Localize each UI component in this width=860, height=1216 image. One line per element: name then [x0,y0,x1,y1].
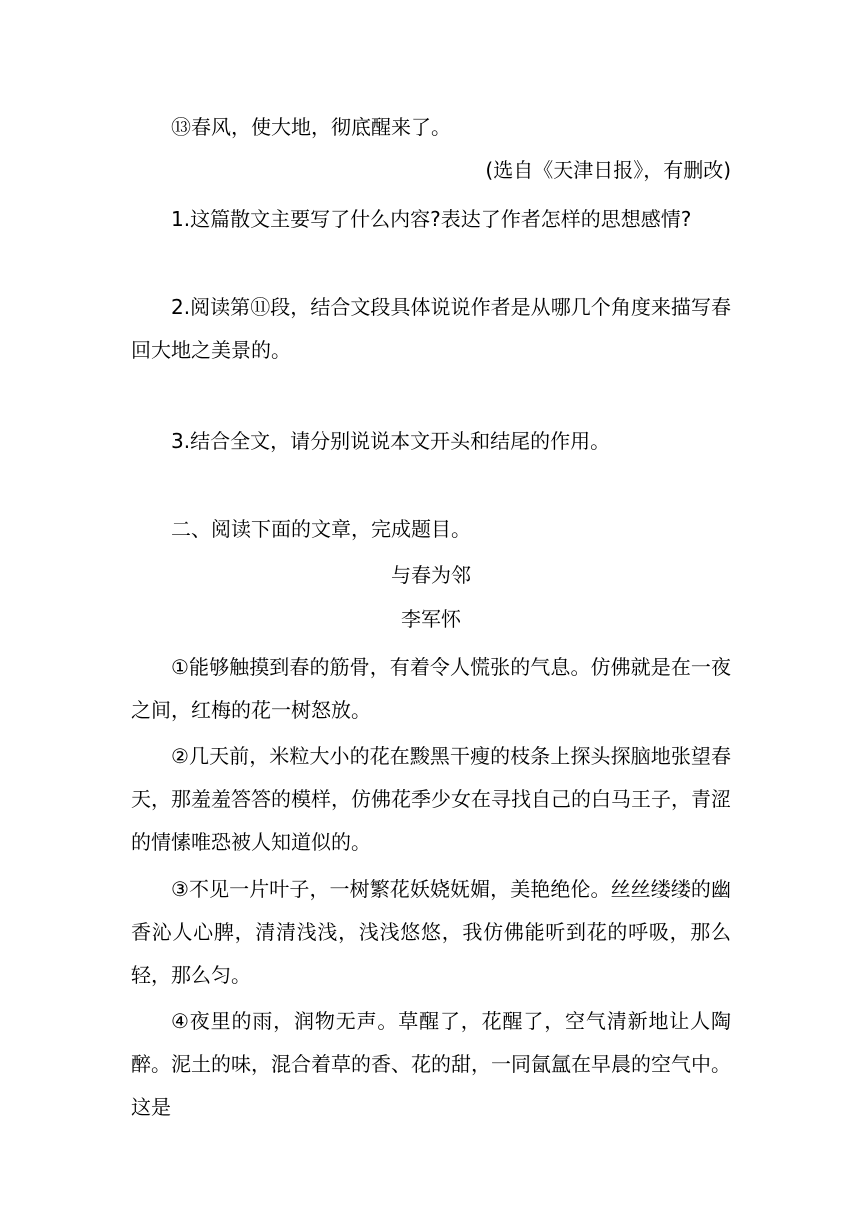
article-author: 李军怀 [401,607,461,631]
article-paragraph-2: ②几天前，米粒大小的花在黢黑干瘦的枝条上探头探脑地张望春天，那羞羞答答的模样，仿佛花季少女在寻找自己的白马王子，青涩的情愫唯恐被人知道似的。 [131,744,731,854]
article-paragraph-1: ①能够触摸到春的筋骨，有着令人慌张的气息。仿佛就是在一夜之间，红梅的花一树怒放。 [131,655,731,722]
section-heading: 二、阅读下面的文章，完成题目。 [171,517,471,541]
source-note: (选自《天津日报》，有删改) [485,158,731,182]
paragraph-13: ⑬春风，使大地，彻底醒来了。 [171,115,451,139]
question-2: 2.阅读第⑪段，结合文段具体说说作者是从哪几个角度来描写春回大地之美景的。 [131,295,731,362]
article-title: 与春为邻 [391,563,471,587]
article-paragraph-4: ④夜里的雨，润物无声。草醒了，花醒了，空气清新地让人陶醉。泥土的味，混合着草的香、花的甜，一同氤氲在早晨的空气中。这是 [131,1009,731,1119]
question-1: 1.这篇散文主要写了什么内容?表达了作者怎样的思想感情? [171,207,692,231]
article-paragraph-3: ③不见一片叶子，一树繁花妖娆妩媚，美艳绝伦。丝丝缕缕的幽香沁人心脾，清清浅浅，浅浅悠悠，我仿佛能听到花的呼吸，那么轻，那么匀。 [131,877,731,987]
question-3: 3.结合全文，请分别说说本文开头和结尾的作用。 [171,429,611,453]
